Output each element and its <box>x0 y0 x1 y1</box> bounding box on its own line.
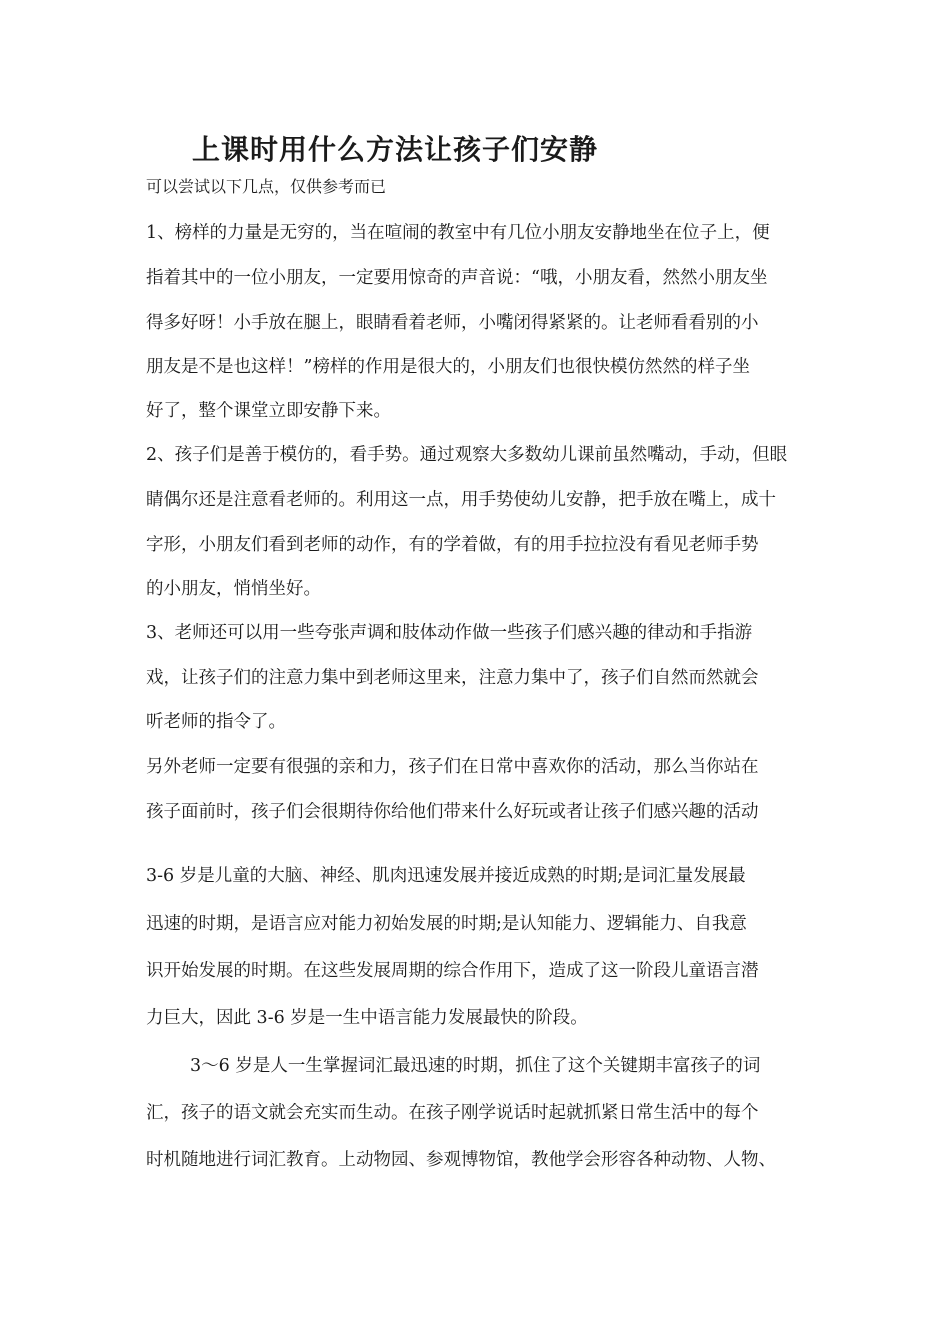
section5-line: 力巨大，因此 3-6 岁是一生中语言能力发展最快的阶段。 <box>146 1008 588 1028</box>
section3-line: 3、老师还可以用一些夸张声调和肢体动作做一些孩子们感兴趣的律动和手指游 <box>146 623 753 643</box>
section2-line: 2、孩子们是善于模仿的，看手势。通过观察大多数幼儿课前虽然嘴动，手动，但眼 <box>146 445 788 465</box>
section6-line: 3～6 岁是人一生掌握词汇最迅速的时期，抓住了这个关键期丰富孩子的词 <box>190 1056 761 1076</box>
section1-line: 1、榜样的力量是无穷的，当在喧闹的教室中有几位小朋友安静地坐在位子上，便 <box>146 223 770 243</box>
intro-text: 可以尝试以下几点，仅供参考而已 <box>146 177 387 196</box>
section2-line: 睛偶尔还是注意看老师的。利用这一点，用手势使幼儿安静，把手放在嘴上，成十 <box>146 490 776 510</box>
document-title: 上课时用什么方法让孩子们安静 <box>192 133 599 166</box>
section4-line: 孩子面前时，孩子们会很期待你给他们带来什么好玩或者让孩子们感兴趣的活动 <box>146 802 759 822</box>
section4-line: 另外老师一定要有很强的亲和力，孩子们在日常中喜欢你的活动，那么当你站在 <box>146 757 759 777</box>
section5-line: 迅速的时期，是语言应对能力初始发展的时期;是认知能力、逻辑能力、自我意 <box>146 914 747 934</box>
section6-line: 时机随地进行词汇教育。上动物园、参观博物馆，教他学会形容各种动物、人物、 <box>146 1150 776 1170</box>
section2-line: 字形，小朋友们看到老师的动作，有的学着做，有的用手拉拉没有看见老师手势 <box>146 535 759 555</box>
section6-line: 汇，孩子的语文就会充实而生动。在孩子刚学说话时起就抓紧日常生活中的每个 <box>146 1103 759 1123</box>
section3-line: 戏，让孩子们的注意力集中到老师这里来，注意力集中了，孩子们自然而然就会 <box>146 668 759 688</box>
section1-line: 朋友是不是也这样！”榜样的作用是很大的，小朋友们也很快模仿然然的样子坐 <box>146 357 750 377</box>
section1-line: 好了，整个课堂立即安静下来。 <box>146 401 391 421</box>
section1-line: 得多好呀！小手放在腿上，眼睛看着老师，小嘴闭得紧紧的。让老师看看别的小 <box>146 313 759 333</box>
section2-line: 的小朋友，悄悄坐好。 <box>146 579 321 599</box>
section5-line: 识开始发展的时期。在这些发展周期的综合作用下，造成了这一阶段儿童语言潜 <box>146 961 759 981</box>
section5-line: 3-6 岁是儿童的大脑、神经、肌肉迅速发展并接近成熟的时期;是词汇量发展最 <box>146 866 746 886</box>
section3-line: 听老师的指令了。 <box>146 712 286 732</box>
section1-line: 指着其中的一位小朋友，一定要用惊奇的声音说：“哦，小朋友看，然然小朋友坐 <box>146 268 768 288</box>
